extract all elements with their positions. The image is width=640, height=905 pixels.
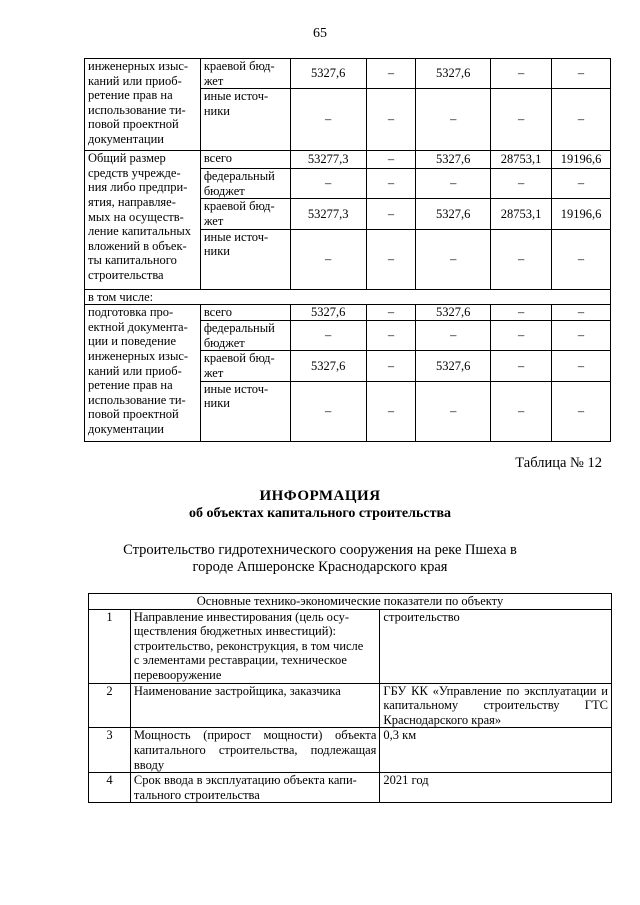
table-cell: – <box>552 89 611 151</box>
table-cell: – <box>416 169 491 199</box>
table-row <box>85 59 611 89</box>
funding-source: федеральный бюджет <box>200 169 290 199</box>
table-cell: – <box>366 199 416 229</box>
table-cell: – <box>366 151 416 169</box>
row-number: 1 <box>89 609 131 683</box>
funding-source: всего <box>200 151 290 169</box>
table-cell: – <box>491 59 552 89</box>
table-row <box>89 773 612 803</box>
table-row <box>89 683 612 728</box>
row-label: Общий размер средств учрежде- ния либо предпри- ятия, направляе- мых на осуществ- ление капитальных вложений в объек- ты капитального строительства <box>85 151 201 289</box>
table-label: Таблица № 12 <box>515 455 602 471</box>
page-number: 65 <box>313 26 327 41</box>
indicator-value: 0,3 км <box>380 728 612 773</box>
table-row <box>89 728 612 773</box>
table-cell: 5327,6 <box>290 305 366 321</box>
table-cell: – <box>366 305 416 321</box>
object-title: Строительство гидротехнического сооружения на реке Пшеха в городе Апшеронске Краснодарского края <box>123 542 517 575</box>
table-cell: – <box>366 89 416 151</box>
table-row <box>85 151 611 169</box>
indicator-value: ГБУ КК «Управление по эксплуатации и капитальному строительству ГТС Краснодарского края» <box>380 683 612 728</box>
table-cell: – <box>416 89 491 151</box>
info-table <box>88 593 612 803</box>
row-label: подготовка про- ектной документа- ции и поведение инженерных изыс- каний или приоб- ретение прав на использование ти- повой проектной документации <box>85 305 201 441</box>
info-header: Основные технико-экономические показатели по объекту <box>89 594 612 610</box>
table-row <box>85 289 611 305</box>
funding-source: всего <box>200 305 290 321</box>
table-cell: – <box>491 351 552 381</box>
funding-source: краевой бюд- жет <box>200 199 290 229</box>
table-cell: – <box>290 321 366 351</box>
table-cell: 5327,6 <box>416 151 491 169</box>
table-cell: – <box>290 381 366 441</box>
table-cell: – <box>366 381 416 441</box>
table-cell: 5327,6 <box>416 305 491 321</box>
funding-source: краевой бюд- жет <box>200 59 290 89</box>
table-cell: 5327,6 <box>416 351 491 381</box>
table-row <box>89 609 612 683</box>
funding-source: краевой бюд- жет <box>200 351 290 381</box>
table-cell: – <box>366 169 416 199</box>
table-cell: – <box>366 351 416 381</box>
table-cell: – <box>552 305 611 321</box>
table-cell: – <box>552 351 611 381</box>
table-cell: 5327,6 <box>416 59 491 89</box>
table-cell: 53277,3 <box>290 151 366 169</box>
table-cell: – <box>491 169 552 199</box>
table-cell: 53277,3 <box>290 199 366 229</box>
page-title: ИНФОРМАЦИЯ <box>259 488 381 504</box>
table-cell: – <box>491 305 552 321</box>
row-label: инженерных изыс- каний или приоб- ретение прав на использование ти- повой проектной документации <box>85 59 201 151</box>
table-cell: – <box>491 89 552 151</box>
budget-table <box>84 58 611 442</box>
table-cell: 5327,6 <box>290 351 366 381</box>
table-cell: 28753,1 <box>491 151 552 169</box>
row-number: 3 <box>89 728 131 773</box>
indicator-value: 2021 год <box>380 773 612 803</box>
table-cell: – <box>552 169 611 199</box>
table-cell: – <box>290 169 366 199</box>
table-cell: – <box>491 229 552 289</box>
indicator-value: строительство <box>380 609 612 683</box>
row-number: 4 <box>89 773 131 803</box>
table-cell: – <box>416 229 491 289</box>
table-cell: – <box>416 321 491 351</box>
table-cell: – <box>552 59 611 89</box>
row-number: 2 <box>89 683 131 728</box>
funding-source: федеральный бюджет <box>200 321 290 351</box>
table-cell: 19196,6 <box>552 151 611 169</box>
table-cell: – <box>552 381 611 441</box>
table-cell: 5327,6 <box>290 59 366 89</box>
funding-source: иные источ- ники <box>200 89 290 151</box>
funding-source: иные источ- ники <box>200 381 290 441</box>
table-cell: – <box>416 381 491 441</box>
table-cell: – <box>290 229 366 289</box>
in-that-number-label: в том числе: <box>85 289 611 305</box>
table-cell: – <box>290 89 366 151</box>
table-cell: 19196,6 <box>552 199 611 229</box>
table-cell: – <box>552 229 611 289</box>
table-cell: – <box>366 321 416 351</box>
table-cell: – <box>366 229 416 289</box>
table-cell: – <box>552 321 611 351</box>
table-cell: 28753,1 <box>491 199 552 229</box>
indicator-name: Наименование застройщика, заказчика <box>130 683 380 728</box>
table-row <box>85 305 611 321</box>
table-cell: 5327,6 <box>416 199 491 229</box>
indicator-name: Срок ввода в эксплуатацию объекта капи- тального строительства <box>130 773 380 803</box>
funding-source: иные источ- ники <box>200 229 290 289</box>
table-cell: – <box>491 321 552 351</box>
table-cell: – <box>366 59 416 89</box>
indicator-name: Направление инвестирования (цель осу- ществления бюджетных инвестиций): строительство, реконструкция, в том числе с элементами реставрации, техническое перевооружение <box>130 609 380 683</box>
table-cell: – <box>491 381 552 441</box>
indicator-name: Мощность (прирост мощности) объекта капитального строительства, подлежащая вводу <box>130 728 380 773</box>
page-subtitle: об объектах капитального строительства <box>188 506 452 521</box>
